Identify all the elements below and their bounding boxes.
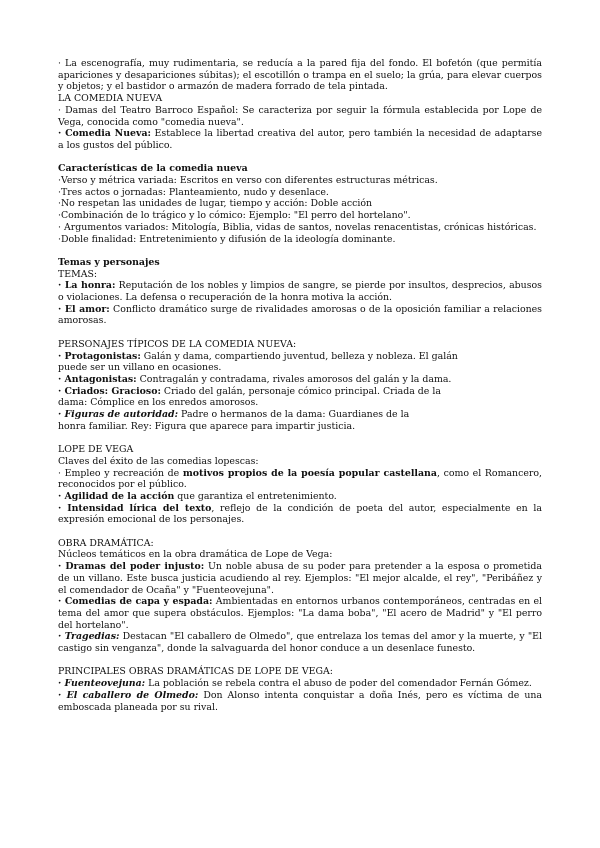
- caracteristica-item: ·Verso y métrica variada: Escritos en verso con diferentes estructuras métricas.: [58, 175, 438, 187]
- protagonistas-term: · Protagonistas:: [58, 350, 141, 362]
- fuenteovejuna-term: · Fuenteovejuna:: [58, 678, 146, 690]
- caracteristica-item: ·No respetan las unidades de lugar, tiempo y acción: Doble acción: [58, 198, 372, 210]
- lope-subheading: Claves del éxito de las comedias lopescas:: [58, 455, 259, 467]
- capa-espada-term: · Comedias de capa y espada:: [58, 596, 213, 608]
- principales-heading: PRINCIPALES OBRAS DRAMÁTICAS DE LOPE DE VEGA:: [58, 666, 333, 678]
- caracteristica-item: ·Combinación de lo trágico y lo cómico: Ejemplo: "El perro del hortelano".: [58, 210, 411, 222]
- criados-line: [58, 386, 542, 398]
- intensidad-text: , reflejo de la condición de poeta del autor, especialmente en la expresión emocional de los personajes.: [58, 502, 542, 526]
- amor-paragraph: [58, 304, 542, 327]
- dramas-term: · Dramas del poder injusto:: [58, 561, 205, 573]
- amor-text: Conflicto dramático surge de rivalidades amorosas o de la oposición familiar a relaciones amorosas.: [58, 303, 542, 327]
- protagonistas-text: Galán y dama, compartiendo juventud, belleza y nobleza. El galán: [140, 350, 458, 362]
- escenografia-paragraph: · La escenografía, muy rudimentaria, se reducía a la pared fija del fondo. El bofetón (que permitía apariciones y desapariciones súbitas); el escotillón o trampa en el suelo; la grúa, para elevar cuerpos y objetos; y el bastidor o armazón de madera forrado de tela pintada.: [58, 58, 542, 93]
- caracteristica-item: · Argumentos variados: Mitología, Biblia, vidas de santos, novelas renacentistas, crónicas históricas.: [58, 221, 537, 233]
- autoridad-term: · Figuras de autoridad:: [58, 409, 179, 421]
- olmedo-term: · El caballero de Olmedo:: [58, 689, 199, 701]
- damas-paragraph: · Damas del Teatro Barroco Español: Se caracteriza por seguir la fórmula establecida por Lope de Vega, conocida como "comedia nueva".: [58, 104, 542, 128]
- caracteristica-item: ·Tres actos o jornadas: Planteamiento, nudo y desenlace.: [58, 186, 329, 198]
- protagonistas-line-2: puede ser un villano en ocasiones.: [58, 362, 222, 374]
- antagonistas-text: Contragalán y contradama, rivales amorosos del galán y la dama.: [136, 373, 452, 385]
- motivos-text-2: , como el Romancero, reconocidos por el público.: [58, 467, 542, 491]
- honra-text: Reputación de los nobles y limpios de sangre, se pierde por insultos, desprecios, abusos o violaciones. La defensa o recuperación de la honra motiva la acción.: [58, 280, 542, 304]
- honra-paragraph: [58, 280, 542, 303]
- autoridad-text: Padre o hermanos de la dama: Guardianes de la: [178, 409, 410, 421]
- caracteristica-item: ·Doble finalidad: Entretenimiento y difusión de la ideología dominante.: [58, 233, 396, 245]
- agilidad-term: · Agilidad de la acción: [58, 490, 175, 502]
- capa-espada-text: Ambientadas en entornos urbanos contemporáneos, centradas en el tema del amor que supera obstáculos. Ejemplos: "La dama boba", "El acero de Madrid" y "El perro del hortelano".: [58, 596, 542, 631]
- obra-heading: OBRA DRAMÁTICA:: [58, 537, 154, 549]
- olmedo-text: Don Alonso intenta conquistar a doña Inés, pero es víctima de una emboscada planeada por su rival.: [58, 689, 543, 713]
- criados-text: Criado del galán, personaje cómico principal. Criada de la: [160, 385, 441, 397]
- tragedias-paragraph: [58, 631, 542, 654]
- motivos-term: motivos propios de la poesía popular castellana: [182, 467, 437, 479]
- capa-espada-paragraph: [58, 596, 542, 631]
- comedia-nueva-text: Establece la libertad creativa del autor, pero también la necesidad de adaptarse a los gustos del público.: [58, 128, 543, 151]
- autoridad-line: [58, 409, 542, 421]
- comedia-nueva-paragraph: [58, 128, 542, 151]
- protagonistas-line: [58, 351, 542, 363]
- autoridad-line-2: honra familiar. Rey: Figura que aparece para impartir justicia.: [58, 420, 356, 432]
- intensidad-paragraph: [58, 503, 542, 526]
- intensidad-term: · Intensidad lírica del texto: [58, 502, 212, 514]
- caracteristicas-heading: Características de la comedia nueva: [58, 163, 248, 175]
- tragedias-term: · Tragedias:: [58, 631, 120, 643]
- personajes-heading: PERSONAJES TÍPICOS DE LA COMEDIA NUEVA:: [58, 338, 297, 350]
- criados-term: · Criados: Gracioso:: [58, 385, 161, 397]
- temas-subheading: TEMAS:: [58, 268, 98, 280]
- dramas-paragraph: [58, 561, 542, 596]
- honra-term: · La honra:: [58, 280, 116, 292]
- antagonistas-term: · Antagonistas:: [58, 373, 137, 385]
- motivos-text: · Empleo y recreación de: [58, 467, 183, 479]
- antagonistas-line: [58, 374, 542, 386]
- criados-line-2: dama: Cómplice en los enredos amorosos.: [58, 397, 259, 409]
- comedia-nueva-term: · Comedia Nueva:: [58, 128, 152, 140]
- dramas-text: Un noble abusa de su poder para pretender a la esposa o prometida de un villano. Este busca justicia acudiendo al rey. Ejemplos: "El mejor alcalde, el rey", "Peribáñez y el comendador de Ocaña" y "Fuenteovejuna".: [58, 561, 542, 596]
- amor-term: · El amor:: [58, 303, 110, 315]
- agilidad-paragraph: [58, 491, 542, 503]
- olmedo-paragraph: [58, 690, 542, 713]
- fuenteovejuna-paragraph: [58, 678, 542, 690]
- fuenteovejuna-text: La población se rebela contra el abuso de poder del comendador Fernán Gómez.: [145, 678, 532, 690]
- tragedias-text: Destacan "El caballero de Olmedo", que entrelaza los temas del amor y la muerte, y "El castigo sin venganza", donde la salvaguarda del honor conduce a un desenlace funesto.: [58, 631, 542, 655]
- obra-subheading: Núcleos temáticos en la obra dramática de Lope de Vega:: [58, 549, 333, 561]
- comedia-nueva-heading: LA COMEDIA NUEVA: [58, 93, 163, 105]
- lope-heading: LOPE DE VEGA: [58, 444, 134, 456]
- temas-heading: Temas y personajes: [58, 256, 160, 268]
- agilidad-text: que garantiza el entretenimiento.: [174, 490, 337, 502]
- motivos-paragraph: [58, 468, 542, 491]
